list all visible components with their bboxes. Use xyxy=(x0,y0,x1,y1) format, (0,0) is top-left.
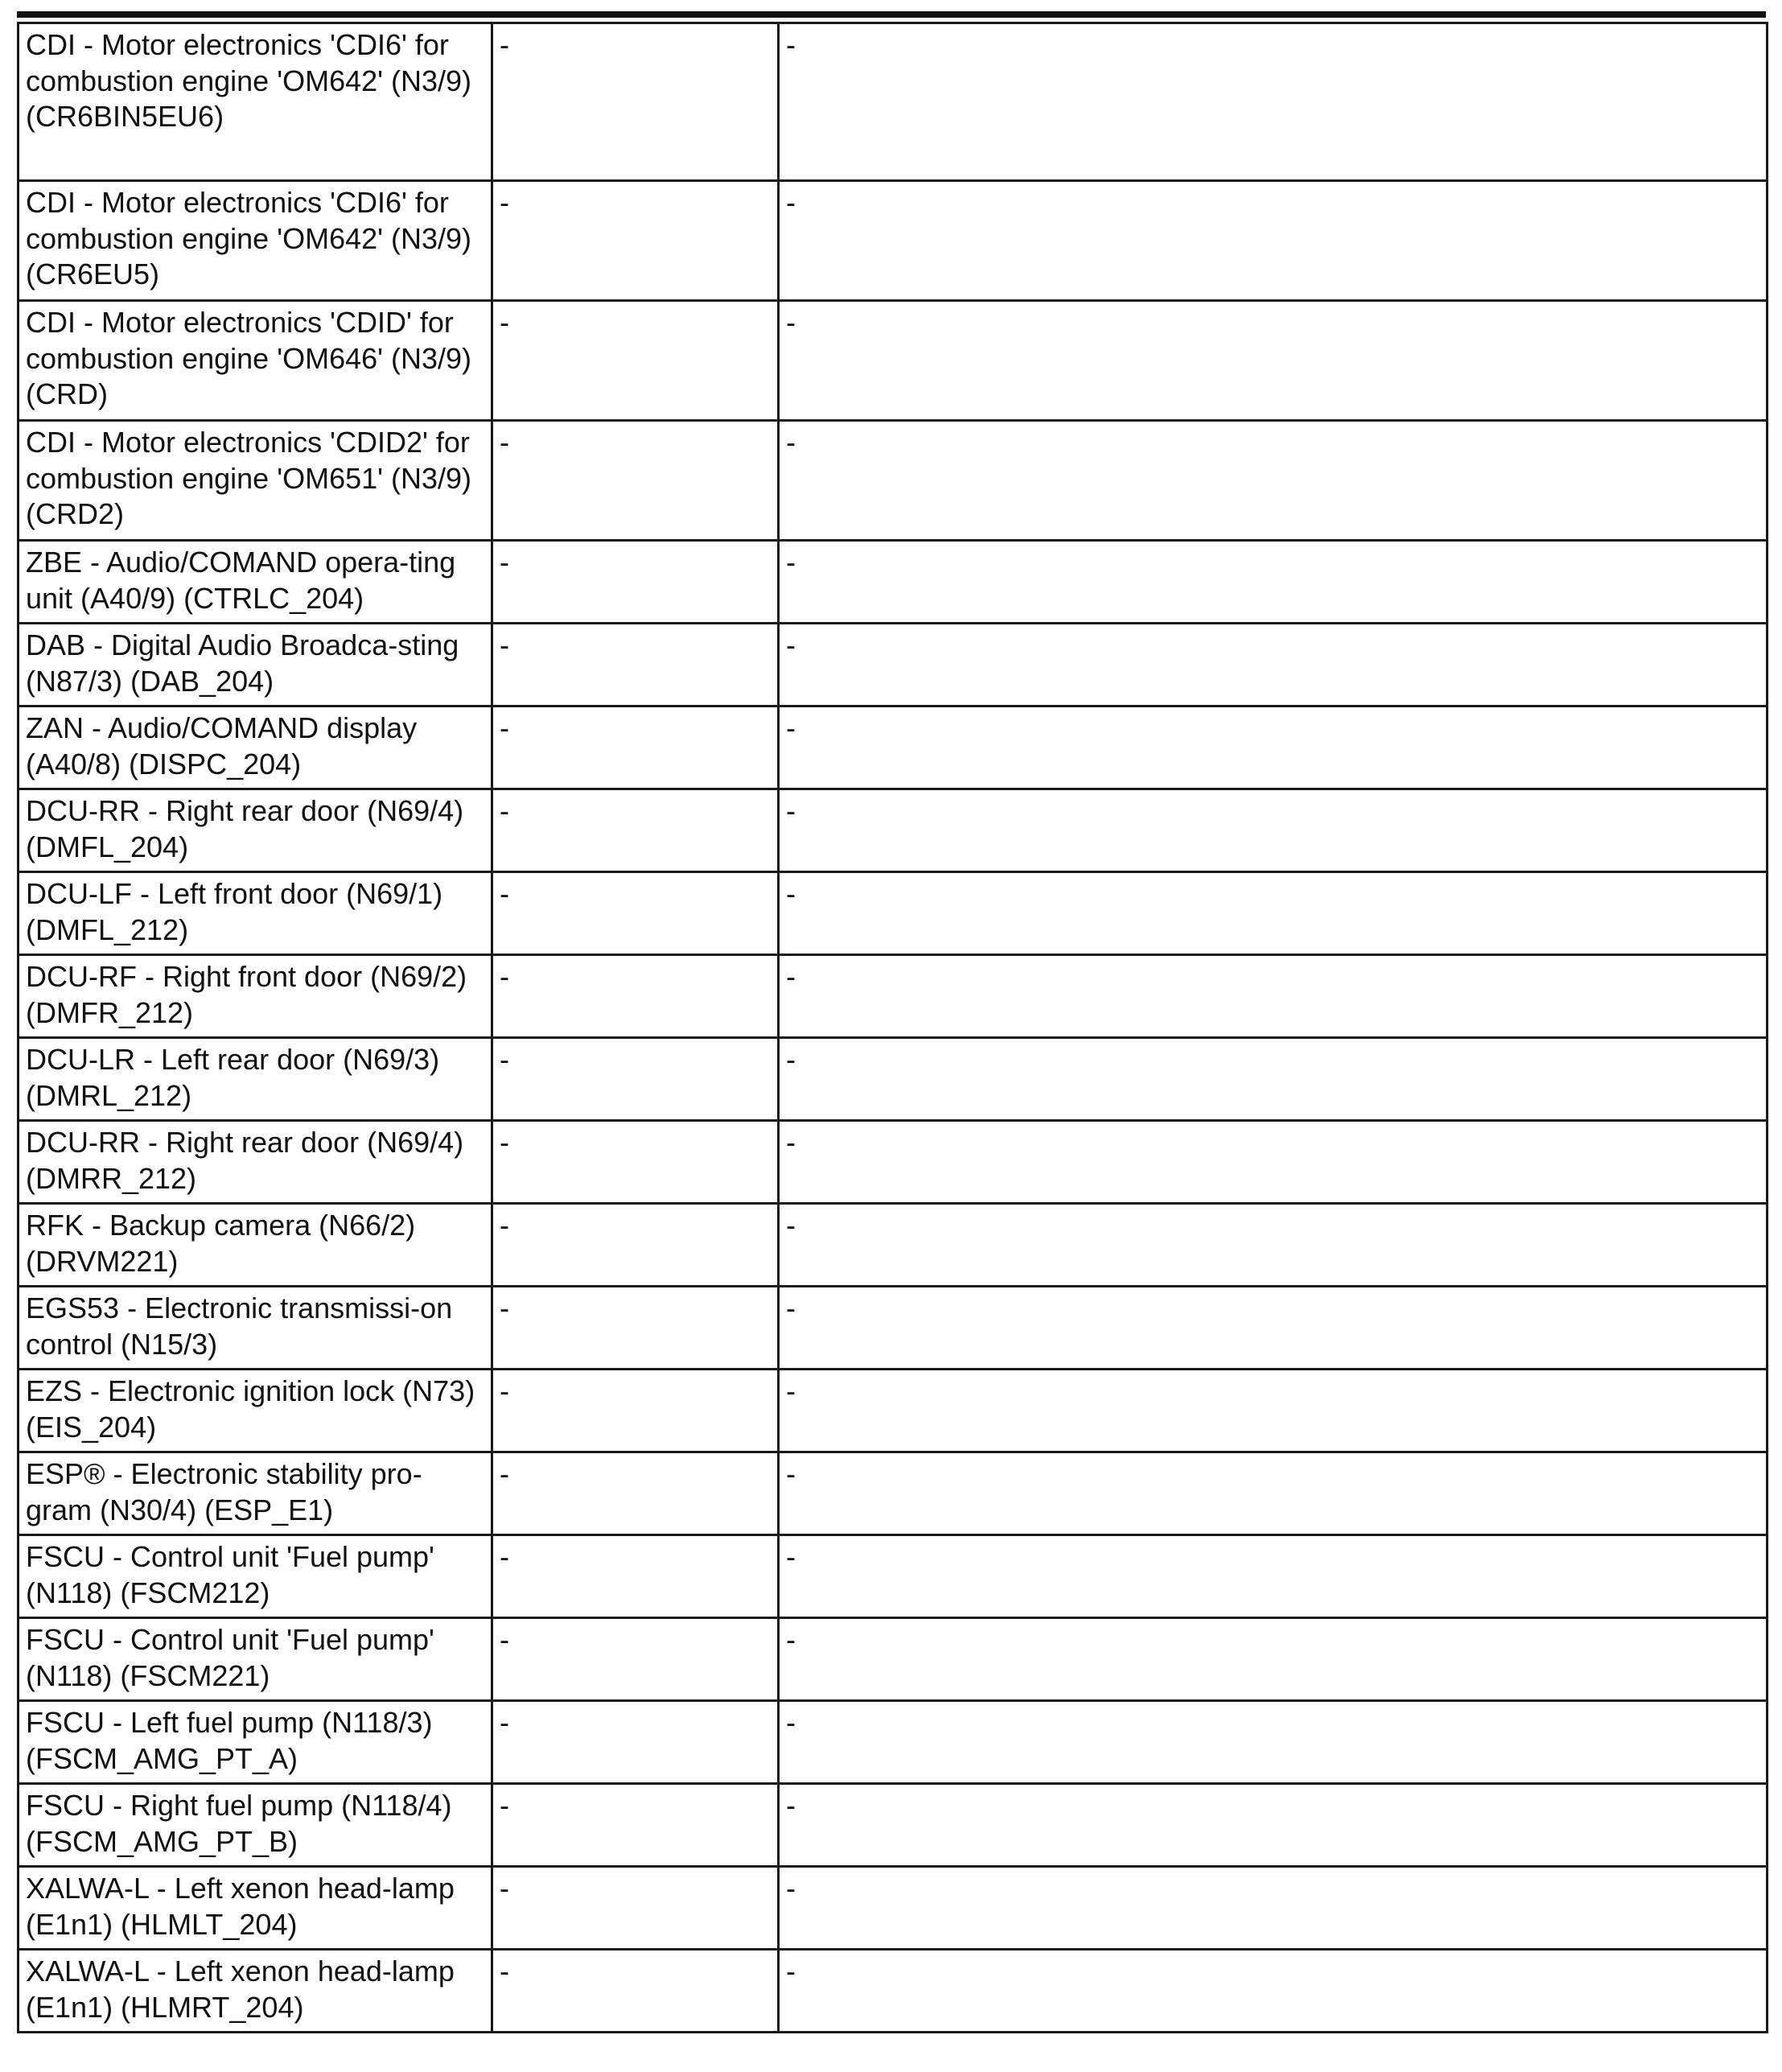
value-cell: - xyxy=(492,1204,779,1287)
unit-name-cell: XALWA-L - Left xenon head-lamp (E1n1) (HLMLT_204) xyxy=(19,1867,492,1950)
value-cell: - xyxy=(492,421,779,541)
table-row xyxy=(19,1701,1768,1784)
table-row xyxy=(19,1370,1768,1452)
value-cell: - xyxy=(492,1121,779,1204)
unit-name-cell: EGS53 - Electronic transmissi-on control (N15/3) xyxy=(19,1287,492,1370)
value-cell: - xyxy=(492,872,779,955)
table-row xyxy=(19,1618,1768,1701)
value-cell: - xyxy=(492,955,779,1038)
value-cell: - xyxy=(779,1535,1768,1618)
value-cell: - xyxy=(779,1370,1768,1452)
value-cell: - xyxy=(779,1618,1768,1701)
value-cell: - xyxy=(492,1287,779,1370)
table-row xyxy=(19,1867,1768,1950)
unit-name-cell: EZS - Electronic ignition lock (N73) (EIS_204) xyxy=(19,1370,492,1452)
unit-name-cell: FSCU - Left fuel pump (N118/3) (FSCM_AMG_PT_A) xyxy=(19,1701,492,1784)
value-cell: - xyxy=(779,872,1768,955)
value-cell: - xyxy=(779,706,1768,789)
table-row xyxy=(19,1535,1768,1618)
unit-name-cell: DAB - Digital Audio Broadca-sting (N87/3) (DAB_204) xyxy=(19,624,492,706)
table-row xyxy=(19,541,1768,624)
value-cell: - xyxy=(492,1535,779,1618)
control-unit-table xyxy=(17,22,1768,2033)
unit-name-cell: ZBE - Audio/COMAND opera-ting unit (A40/9) (CTRLC_204) xyxy=(19,541,492,624)
value-cell: - xyxy=(492,1867,779,1950)
value-cell: - xyxy=(492,789,779,872)
value-cell: - xyxy=(779,1950,1768,2033)
unit-name-cell: FSCU - Control unit 'Fuel pump' (N118) (FSCM212) xyxy=(19,1535,492,1618)
value-cell: - xyxy=(492,1452,779,1535)
table-row xyxy=(19,1287,1768,1370)
value-cell: - xyxy=(779,955,1768,1038)
table-row xyxy=(19,301,1768,421)
value-cell: - xyxy=(779,1452,1768,1535)
value-cell: - xyxy=(779,624,1768,706)
value-cell: - xyxy=(492,1038,779,1121)
unit-name-cell: DCU-RF - Right front door (N69/2) (DMFR_212) xyxy=(19,955,492,1038)
value-cell: - xyxy=(779,1121,1768,1204)
top-rule xyxy=(17,11,1766,18)
table-row xyxy=(19,1038,1768,1121)
table-row xyxy=(19,872,1768,955)
unit-name-cell: FSCU - Control unit 'Fuel pump' (N118) (FSCM221) xyxy=(19,1618,492,1701)
unit-name-cell: CDI - Motor electronics 'CDID' for combustion engine 'OM646' (N3/9) (CRD) xyxy=(19,301,492,421)
value-cell: - xyxy=(492,706,779,789)
unit-name-cell: RFK - Backup camera (N66/2) (DRVM221) xyxy=(19,1204,492,1287)
value-cell: - xyxy=(779,1701,1768,1784)
unit-name-cell: FSCU - Right fuel pump (N118/4) (FSCM_AMG_PT_B) xyxy=(19,1784,492,1867)
value-cell: - xyxy=(779,789,1768,872)
table-row xyxy=(19,181,1768,301)
unit-name-cell: DCU-RR - Right rear door (N69/4) (DMRR_212) xyxy=(19,1121,492,1204)
value-cell: - xyxy=(779,181,1768,301)
unit-name-cell: DCU-LF - Left front door (N69/1) (DMFL_212) xyxy=(19,872,492,955)
unit-name-cell: DCU-RR - Right rear door (N69/4) (DMFL_204) xyxy=(19,789,492,872)
table-row xyxy=(19,1204,1768,1287)
unit-name-cell: DCU-LR - Left rear door (N69/3) (DMRL_212) xyxy=(19,1038,492,1121)
value-cell: - xyxy=(779,301,1768,421)
value-cell: - xyxy=(492,624,779,706)
value-cell: - xyxy=(492,1618,779,1701)
value-cell: - xyxy=(492,1701,779,1784)
value-cell: - xyxy=(779,1204,1768,1287)
value-cell: - xyxy=(779,23,1768,181)
value-cell: - xyxy=(779,1784,1768,1867)
table-row xyxy=(19,955,1768,1038)
table-row xyxy=(19,624,1768,706)
unit-name-cell: CDI - Motor electronics 'CDI6' for combustion engine 'OM642' (N3/9) (CR6EU5) xyxy=(19,181,492,301)
table-row xyxy=(19,1452,1768,1535)
table-row xyxy=(19,789,1768,872)
value-cell: - xyxy=(492,181,779,301)
table-row xyxy=(19,23,1768,181)
value-cell: - xyxy=(779,541,1768,624)
unit-name-cell: CDI - Motor electronics 'CDID2' for combustion engine 'OM651' (N3/9) (CRD2) xyxy=(19,421,492,541)
value-cell: - xyxy=(492,1370,779,1452)
table-row xyxy=(19,421,1768,541)
table-row xyxy=(19,1784,1768,1867)
value-cell: - xyxy=(779,1867,1768,1950)
unit-name-cell: ESP® - Electronic stability pro-gram (N30/4) (ESP_E1) xyxy=(19,1452,492,1535)
table-row xyxy=(19,1950,1768,2033)
table-row xyxy=(19,1121,1768,1204)
unit-name-cell: ZAN - Audio/COMAND display (A40/8) (DISPC_204) xyxy=(19,706,492,789)
value-cell: - xyxy=(492,1784,779,1867)
unit-name-cell: XALWA-L - Left xenon head-lamp (E1n1) (HLMRT_204) xyxy=(19,1950,492,2033)
unit-name-cell: CDI - Motor electronics 'CDI6' for combustion engine 'OM642' (N3/9) (CR6BIN5EU6) xyxy=(19,23,492,181)
value-cell: - xyxy=(779,1038,1768,1121)
value-cell: - xyxy=(492,301,779,421)
value-cell: - xyxy=(779,421,1768,541)
value-cell: - xyxy=(492,541,779,624)
value-cell: - xyxy=(492,23,779,181)
value-cell: - xyxy=(492,1950,779,2033)
value-cell: - xyxy=(779,1287,1768,1370)
table-row xyxy=(19,706,1768,789)
table-body xyxy=(19,23,1768,2033)
